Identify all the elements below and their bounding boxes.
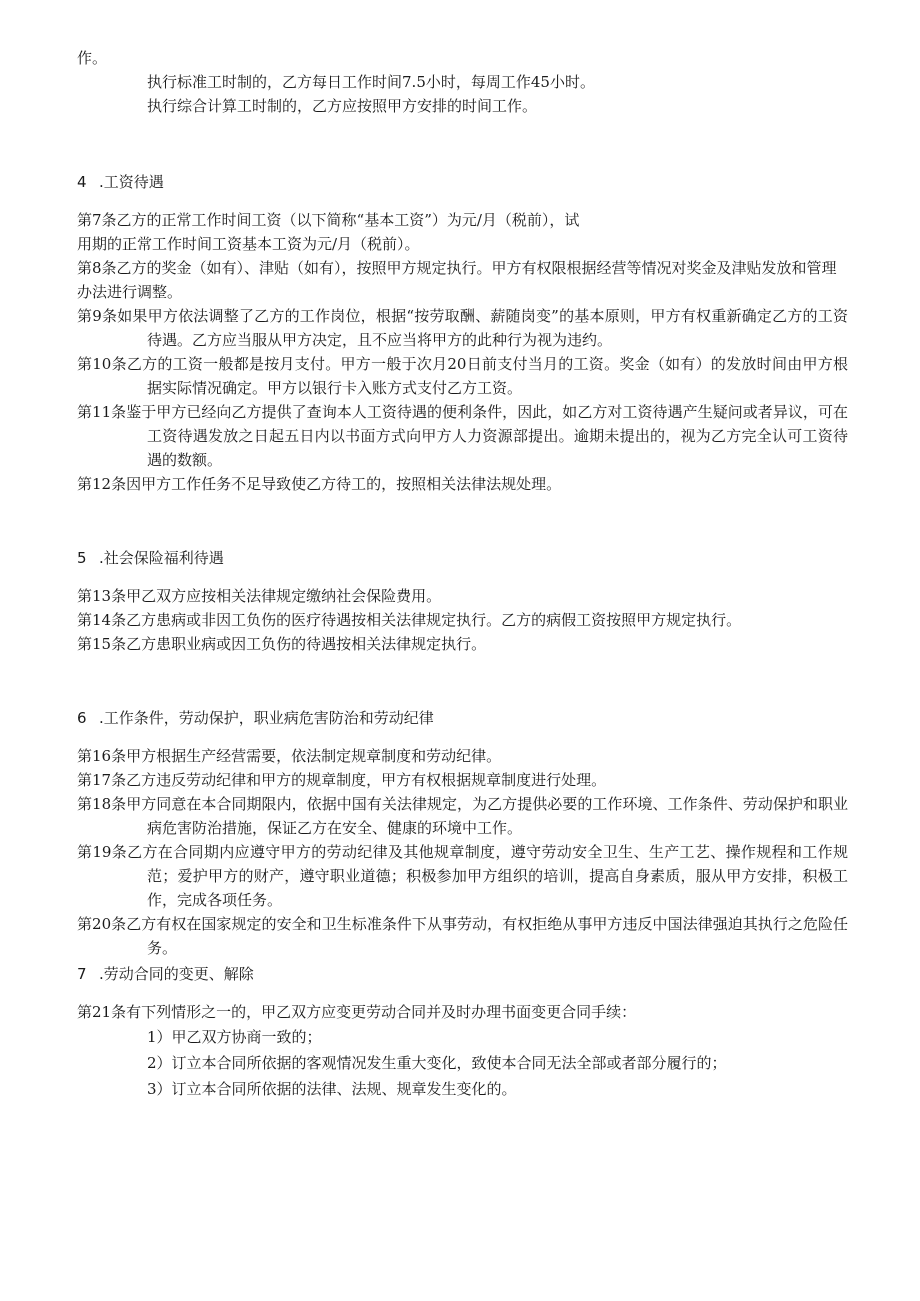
section-heading xyxy=(77,170,848,194)
clause-paragraph: 第20条乙方有权在国家规定的安全和卫生标准条件下从事劳动，有权拒绝从事甲方违反中国法律强迫其执行之危险任务。 xyxy=(77,915,848,957)
list-item: 3）订立本合同所依据的法律、法规、规章发生变化的。 xyxy=(147,1080,517,1098)
section-number: 6 xyxy=(77,709,87,727)
clause-paragraph: 第14条乙方患病或非因工负伤的医疗待遇按相关法律规定执行。乙方的病假工资按照甲方规定执行。 xyxy=(77,611,742,629)
section-title: .劳动合同的变更、解除 xyxy=(99,965,254,983)
list-item: 1）甲乙双方协商一致的； xyxy=(147,1028,322,1046)
clause-paragraph: 第17条乙方违反劳动纪律和甲方的规章制度，甲方有权根据规章制度进行处理。 xyxy=(77,771,607,789)
clause-paragraph: 第10条乙方的工资一般都是按月支付。甲方一般于次月20日前支付当月的工资。奖金（如有）的发放时间由甲方根据实际情况确定。甲方以银行卡入账方式支付乙方工资。 xyxy=(77,355,848,397)
clause-paragraph: 第18条甲方同意在本合同期限内，依据中国有关法律规定，为乙方提供必要的工作环境、工作条件、劳动保护和职业病危害防治措施，保证乙方在安全、健康的环境中工作。 xyxy=(77,795,848,837)
section-heading xyxy=(77,706,848,730)
clause-line: 用期的正常工作时间工资基本工资为元/月（税前）。 xyxy=(77,235,420,253)
clause-paragraph: 第16条甲方根据生产经营需要，依法制定规章制度和劳动纪律。 xyxy=(77,747,502,765)
intro-line: 作。 xyxy=(77,49,108,67)
section-number: 5 xyxy=(77,549,87,567)
section-title: .工作条件，劳动保护，职业病危害防治和劳动纪律 xyxy=(99,709,434,727)
section-title: .社会保险福利待遇 xyxy=(99,549,224,567)
section-title: .工资待遇 xyxy=(99,173,164,191)
intro-line: 执行综合计算工时制的，乙方应按照甲方安排的时间工作。 xyxy=(147,97,538,115)
section-heading xyxy=(77,546,848,570)
clause-paragraph: 第8条乙方的奖金（如有）、津贴（如有），按照甲方规定执行。甲方有权限根据经营等情况对奖金及津贴发放和管理办法进行调整。 xyxy=(77,259,837,301)
intro-line: 执行标准工时制的，乙方每日工作时间7.5小时，每周工作45小时。 xyxy=(147,73,595,91)
section-number: 4 xyxy=(77,173,87,191)
clause-paragraph: 第12条因甲方工作任务不足导致使乙方待工的，按照相关法律法规处理。 xyxy=(77,475,562,493)
clause-paragraph: 第19条乙方在合同期内应遵守甲方的劳动纪律及其他规章制度，遵守劳动安全卫生、生产工艺、操作规程和工作规范；爱护甲方的财产，遵守职业道德；积极参加甲方组织的培训，提高自身素质，服从甲方安排，积极工作，完成各项任务。 xyxy=(77,843,848,909)
section-heading xyxy=(77,962,848,986)
clause-paragraph: 第13条甲乙双方应按相关法律规定缴纳社会保险费用。 xyxy=(77,587,442,605)
clause-line: 第7条乙方的正常工作时间工资（以下简称“基本工资”）为元/月（税前），试 xyxy=(77,211,580,229)
section-number: 7 xyxy=(77,965,87,983)
clause-paragraph: 第21条有下列情形之一的，甲乙双方应变更劳动合同并及时办理书面变更合同手续： xyxy=(77,1003,637,1021)
clause-paragraph: 第9条如果甲方依法调整了乙方的工作岗位，根据“按劳取酬、薪随岗变”的基本原则，甲方有权重新确定乙方的工资待遇。乙方应当服从甲方决定，且不应当将甲方的此种行为视为违约。 xyxy=(77,307,848,349)
clause-paragraph: 第15条乙方患职业病或因工负伤的待遇按相关法律规定执行。 xyxy=(77,635,487,653)
list-item: 2）订立本合同所依据的客观情况发生重大变化，致使本合同无法全部或者部分履行的； xyxy=(147,1054,727,1072)
clause-paragraph: 第11条鉴于甲方已经向乙方提供了查询本人工资待遇的便利条件，因此，如乙方对工资待遇产生疑问或者异议，可在工资待遇发放之日起五日内以书面方式向甲方人力资源部提出。逾期未提出的，视为乙方完全认可工资待遇的数额。 xyxy=(77,403,848,469)
